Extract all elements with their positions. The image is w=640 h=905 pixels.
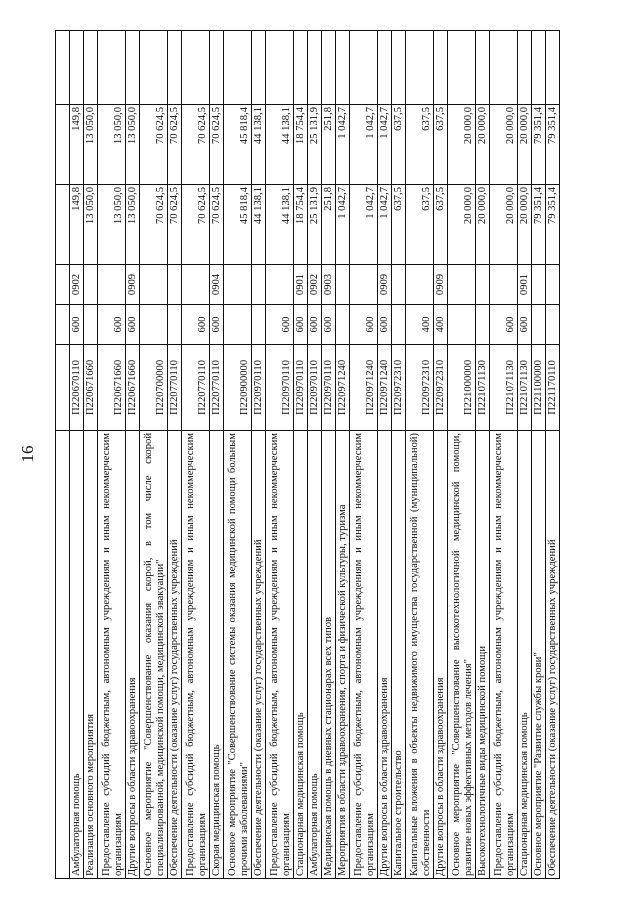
cell-amount-2: 70 624,5 xyxy=(140,105,168,185)
cell-amount-1: 637,5 xyxy=(406,185,434,265)
cell-amount-2: 70 624,5 xyxy=(168,105,182,185)
table-row xyxy=(406,31,434,879)
cell-expense-type: 600 xyxy=(350,305,378,345)
cell-section: 0901 xyxy=(294,265,308,305)
cell-amount-3 xyxy=(294,31,308,105)
table-row xyxy=(350,31,378,879)
cell-amount-1 xyxy=(56,185,70,265)
cell-amount-1: 79 351,4 xyxy=(532,185,546,265)
cell-expense-type xyxy=(168,305,182,345)
cell-expense-type: 600 xyxy=(294,305,308,345)
cell-expense-type xyxy=(532,305,546,345)
cell-section xyxy=(224,265,252,305)
cell-expense-type: 600 xyxy=(126,305,140,345)
table-row xyxy=(294,31,308,879)
cell-amount-1: 20 000,0 xyxy=(448,185,476,265)
cell-expense-type xyxy=(84,305,98,345)
cell-amount-2: 45 818,4 xyxy=(224,105,252,185)
cell-name: Другие вопросы в области здравоохранения xyxy=(378,431,392,879)
cell-name: Другие вопросы в области здравоохранения xyxy=(434,431,448,879)
cell-amount-2: 44 138,1 xyxy=(266,105,294,185)
cell-section xyxy=(140,265,168,305)
cell-name: Предоставление субсидий бюджетным, автономным учреждениям и иным некоммерческим организациям xyxy=(98,431,126,879)
cell-amount-2: 70 624,5 xyxy=(182,105,210,185)
table-row xyxy=(182,31,210,879)
cell-amount-1: 70 624,5 xyxy=(182,185,210,265)
table-row xyxy=(518,31,532,879)
cell-code: П220970110 xyxy=(308,345,322,431)
cell-amount-2: 79 351,4 xyxy=(532,105,546,185)
cell-section xyxy=(476,265,490,305)
cell-code: П220671660 xyxy=(84,345,98,431)
cell-name: Предоставление субсидий бюджетным, автономным учреждениям и иным некоммерческим организациям xyxy=(266,431,294,879)
cell-code: П220970110 xyxy=(266,345,294,431)
cell-section xyxy=(336,265,350,305)
cell-name: Предоставление субсидий бюджетным, автономным учреждениям и иным некоммерческим организациям xyxy=(182,431,210,879)
cell-amount-2: 79 351,4 xyxy=(546,105,560,185)
cell-amount-3 xyxy=(56,31,70,105)
cell-amount-3 xyxy=(448,31,476,105)
cell-code: П221170110 xyxy=(546,345,560,431)
cell-amount-2: 25 131,9 xyxy=(308,105,322,185)
cell-section: 0903 xyxy=(322,265,336,305)
cell-amount-1: 251,8 xyxy=(322,185,336,265)
table-row xyxy=(224,31,252,879)
cell-amount-1: 149,8 xyxy=(70,185,84,265)
cell-code: П220770110 xyxy=(182,345,210,431)
cell-expense-type xyxy=(336,305,350,345)
cell-expense-type: 400 xyxy=(406,305,434,345)
cell-amount-2: 20 000,0 xyxy=(476,105,490,185)
cell-amount-2: 13 050,0 xyxy=(126,105,140,185)
cell-amount-3 xyxy=(210,31,224,105)
cell-amount-1: 1 042,7 xyxy=(336,185,350,265)
cell-amount-3 xyxy=(406,31,434,105)
cell-amount-2: 149,8 xyxy=(70,105,84,185)
cell-section: 0909 xyxy=(378,265,392,305)
cell-code: П220972310 xyxy=(392,345,406,431)
cell-amount-3 xyxy=(476,31,490,105)
cell-expense-type: 600 xyxy=(210,305,224,345)
cell-expense-type xyxy=(392,305,406,345)
cell-amount-3 xyxy=(546,31,560,105)
cell-code xyxy=(56,345,70,431)
cell-amount-1: 20 000,0 xyxy=(490,185,518,265)
cell-amount-2: 18 754,4 xyxy=(294,105,308,185)
cell-amount-2: 251,8 xyxy=(322,105,336,185)
cell-amount-2: 637,5 xyxy=(406,105,434,185)
cell-expense-type: 600 xyxy=(322,305,336,345)
cell-section: 0909 xyxy=(434,265,448,305)
cell-expense-type: 600 xyxy=(182,305,210,345)
cell-section xyxy=(182,265,210,305)
cell-amount-3 xyxy=(350,31,378,105)
cell-name: Стационарная медицинская помощь xyxy=(518,431,532,879)
cell-section xyxy=(98,265,126,305)
table-row xyxy=(266,31,294,879)
cell-section: 0901 xyxy=(518,265,532,305)
cell-code: П221071130 xyxy=(518,345,532,431)
cell-amount-3 xyxy=(182,31,210,105)
cell-expense-type xyxy=(56,305,70,345)
cell-code: П220971240 xyxy=(336,345,350,431)
cell-section xyxy=(168,265,182,305)
cell-expense-type xyxy=(252,305,266,345)
cell-expense-type xyxy=(140,305,168,345)
cell-name: Мероприятия в области здравоохранения, спорта и физической культуры, туризма xyxy=(336,431,350,879)
cell-amount-3 xyxy=(490,31,518,105)
cell-amount-1: 1 042,7 xyxy=(378,185,392,265)
cell-expense-type: 600 xyxy=(98,305,126,345)
cell-name: Скорая медицинская помощь xyxy=(210,431,224,879)
cell-name: Высокотехнологичные виды медицинской помощи xyxy=(476,431,490,879)
cell-amount-2: 20 000,0 xyxy=(448,105,476,185)
cell-amount-1: 18 754,4 xyxy=(294,185,308,265)
cell-amount-3 xyxy=(266,31,294,105)
table-row xyxy=(126,31,140,879)
cell-amount-2: 637,5 xyxy=(392,105,406,185)
cell-amount-2: 70 624,5 xyxy=(210,105,224,185)
cell-amount-2: 44 138,1 xyxy=(252,105,266,185)
cell-code: П220671660 xyxy=(126,345,140,431)
table-row xyxy=(378,31,392,879)
table-row xyxy=(532,31,546,879)
cell-code: П220770110 xyxy=(168,345,182,431)
cell-name: Обеспечение деятельности (оказание услуг) государственных учреждений xyxy=(546,431,560,879)
cell-section: 0904 xyxy=(210,265,224,305)
cell-amount-1: 637,5 xyxy=(434,185,448,265)
table-row xyxy=(434,31,448,879)
cell-expense-type: 600 xyxy=(378,305,392,345)
rotated-page xyxy=(12,15,583,893)
cell-section xyxy=(406,265,434,305)
cell-expense-type: 600 xyxy=(490,305,518,345)
cell-section xyxy=(266,265,294,305)
table-row xyxy=(546,31,560,879)
cell-code: П220970110 xyxy=(294,345,308,431)
cell-amount-3 xyxy=(224,31,252,105)
cell-section: 0902 xyxy=(70,265,84,305)
table-row xyxy=(168,31,182,879)
cell-name: Амбулаторная помощь xyxy=(308,431,322,879)
cell-section xyxy=(84,265,98,305)
cell-amount-3 xyxy=(392,31,406,105)
cell-code: П220770110 xyxy=(210,345,224,431)
table-row xyxy=(392,31,406,879)
cell-amount-1: 1 042,7 xyxy=(350,185,378,265)
table-row xyxy=(322,31,336,879)
table-row xyxy=(336,31,350,879)
table-row xyxy=(252,31,266,879)
cell-amount-3 xyxy=(336,31,350,105)
cell-section: 0909 xyxy=(126,265,140,305)
cell-name: Обеспечение деятельности (оказание услуг) государственных учреждений xyxy=(168,431,182,879)
cell-code: П220700000 xyxy=(140,345,168,431)
cell-section xyxy=(350,265,378,305)
cell-code: П220970110 xyxy=(322,345,336,431)
table-body xyxy=(56,31,560,879)
page-number: 16 xyxy=(18,445,37,463)
cell-amount-1: 20 000,0 xyxy=(518,185,532,265)
cell-amount-3 xyxy=(378,31,392,105)
cell-amount-3 xyxy=(140,31,168,105)
cell-expense-type xyxy=(546,305,560,345)
table-row xyxy=(210,31,224,879)
cell-name: Основное мероприятие "Совершенствование высокотехнологичной медицинской помощи, развитие новых эффективных методов лечения" xyxy=(448,431,476,879)
budget-table xyxy=(55,30,560,879)
cell-section: 0902 xyxy=(308,265,322,305)
cell-code: П220971240 xyxy=(350,345,378,431)
cell-amount-3 xyxy=(434,31,448,105)
cell-amount-1: 70 624,5 xyxy=(140,185,168,265)
cell-code: П221100000 xyxy=(532,345,546,431)
table-row xyxy=(448,31,476,879)
cell-amount-1: 70 624,5 xyxy=(168,185,182,265)
cell-expense-type: 600 xyxy=(266,305,294,345)
cell-name: Реализация основного мероприятия xyxy=(84,431,98,879)
cell-section xyxy=(252,265,266,305)
cell-code: П220972310 xyxy=(406,345,434,431)
cell-section xyxy=(448,265,476,305)
cell-code: П220900000 xyxy=(224,345,252,431)
cell-section xyxy=(56,265,70,305)
cell-expense-type xyxy=(476,305,490,345)
cell-amount-1: 70 624,5 xyxy=(210,185,224,265)
cell-amount-1: 13 050,0 xyxy=(126,185,140,265)
cell-expense-type: 600 xyxy=(518,305,532,345)
cell-code: П221071130 xyxy=(490,345,518,431)
cell-amount-1: 79 351,4 xyxy=(546,185,560,265)
cell-section xyxy=(546,265,560,305)
cell-amount-1: 44 138,1 xyxy=(252,185,266,265)
cell-expense-type xyxy=(224,305,252,345)
cell-amount-1: 45 818,4 xyxy=(224,185,252,265)
table-row xyxy=(490,31,518,879)
cell-name: Основное мероприятие "Совершенствование системы оказания медицинской помощи больным прочими заболеваниями" xyxy=(224,431,252,879)
table-row xyxy=(84,31,98,879)
cell-amount-3 xyxy=(518,31,532,105)
cell-name: Предоставление субсидий бюджетным, автономным учреждениям и иным некоммерческим организациям xyxy=(350,431,378,879)
cell-amount-1: 13 050,0 xyxy=(98,185,126,265)
cell-amount-3 xyxy=(168,31,182,105)
cell-code: П220970110 xyxy=(252,345,266,431)
cell-expense-type: 600 xyxy=(308,305,322,345)
cell-expense-type xyxy=(448,305,476,345)
cell-amount-1: 637,5 xyxy=(392,185,406,265)
cell-section xyxy=(532,265,546,305)
cell-section xyxy=(392,265,406,305)
cell-amount-2: 20 000,0 xyxy=(518,105,532,185)
cell-amount-3 xyxy=(126,31,140,105)
cell-amount-1: 13 050,0 xyxy=(84,185,98,265)
cell-name: Другие вопросы в области здравоохранения xyxy=(126,431,140,879)
cell-code: П220972310 xyxy=(434,345,448,431)
cell-name: Стационарная медицинская помощь xyxy=(294,431,308,879)
cell-amount-3 xyxy=(532,31,546,105)
cell-amount-2: 1 042,7 xyxy=(378,105,392,185)
table-row xyxy=(308,31,322,879)
cell-amount-2: 1 042,7 xyxy=(336,105,350,185)
cell-amount-1: 20 000,0 xyxy=(476,185,490,265)
cell-amount-1: 25 131,9 xyxy=(308,185,322,265)
cell-amount-1: 44 138,1 xyxy=(266,185,294,265)
cell-code: П221071130 xyxy=(476,345,490,431)
cell-amount-2: 13 050,0 xyxy=(98,105,126,185)
cell-code: П220971240 xyxy=(378,345,392,431)
cell-amount-3 xyxy=(84,31,98,105)
cell-code: П220671660 xyxy=(98,345,126,431)
table-row xyxy=(476,31,490,879)
cell-expense-type: 600 xyxy=(70,305,84,345)
cell-name: Медицинская помощь в дневных стационарах всех типов xyxy=(322,431,336,879)
cell-expense-type: 400 xyxy=(434,305,448,345)
cell-name: Основное мероприятие "Развитие службы крови" xyxy=(532,431,546,879)
cell-section xyxy=(490,265,518,305)
table-row xyxy=(70,31,84,879)
cell-amount-3 xyxy=(70,31,84,105)
cell-name xyxy=(56,431,70,879)
cell-amount-2 xyxy=(56,105,70,185)
cell-amount-2: 20 000,0 xyxy=(490,105,518,185)
cell-amount-3 xyxy=(252,31,266,105)
cell-amount-3 xyxy=(322,31,336,105)
cell-code: П221000000 xyxy=(448,345,476,431)
table-header-row xyxy=(56,31,70,879)
cell-amount-2: 1 042,7 xyxy=(350,105,378,185)
cell-name: Капитальное строительство xyxy=(392,431,406,879)
cell-amount-3 xyxy=(98,31,126,105)
cell-name: Капитальные вложения в объекты недвижимого имущества государственной (муниципальной) собственности xyxy=(406,431,434,879)
cell-name: Амбулаторная помощь xyxy=(70,431,84,879)
table-row xyxy=(140,31,168,879)
table-row xyxy=(98,31,126,879)
cell-name: Предоставление субсидий бюджетным, автономным учреждениям и иным некоммерческим организациям xyxy=(490,431,518,879)
cell-amount-2: 13 050,0 xyxy=(84,105,98,185)
cell-amount-2: 637,5 xyxy=(434,105,448,185)
cell-name: Обеспечение деятельности (оказание услуг) государственных учреждений xyxy=(252,431,266,879)
cell-amount-3 xyxy=(308,31,322,105)
cell-code: П220670110 xyxy=(70,345,84,431)
cell-name: Основное мероприятие "Совершенствование оказания скорой, в том числе скорой специализированной, медицинской помощи, медицинской эвакуации" xyxy=(140,431,168,879)
